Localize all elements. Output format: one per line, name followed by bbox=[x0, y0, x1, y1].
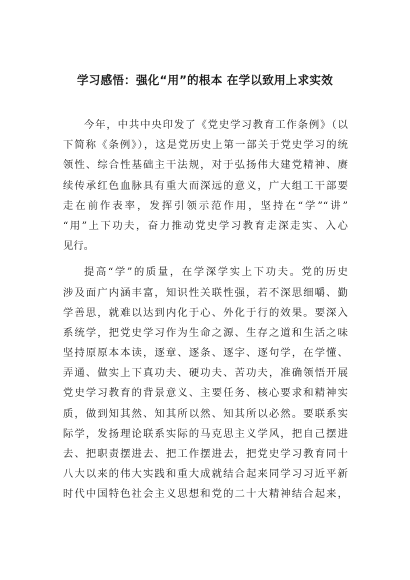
paragraph-2-line-9: 际学，发扬理论联系实际的马克思主义学风，把自己摆进 bbox=[63, 428, 348, 440]
paragraph-2-line-8: 质，做到知其然、知其所以然、知其所以必然。要联系实 bbox=[63, 408, 348, 420]
paragraph-2-line-12: 时代中国特色社会主义思想和党的二十大精神结合起来， bbox=[63, 489, 348, 501]
paragraph-2-line-4: 系统学，把党史学习作为生命之源、生存之道和生活之味 bbox=[63, 327, 348, 339]
paragraph-1-line-2: 下简称《条例》），这是党历史上第一部关于党史学习的统 bbox=[63, 140, 348, 152]
paragraph-2-line-6: 弄通、做实上下真功夫、硬功夫、苦功夫，准确领悟开展 bbox=[63, 368, 348, 380]
paragraph-1-line-3: 领性、综合性基础主干法规，对于弘扬伟大建党精神、赓 bbox=[63, 160, 348, 172]
paragraph-1-line-1: 今年，中共中央印发了《党史学习教育工作条例》（以 bbox=[84, 120, 348, 131]
paragraph-1-line-4: 续传承红色血脉具有重大而深远的意义，广大组工干部要 bbox=[63, 180, 348, 192]
paragraph-1-line-6: “用”上下功夫，奋力推动党史学习教育走深走实、入心 bbox=[63, 220, 348, 232]
paragraph-2-line-11: 八大以来的伟大实践和重大成就结合起来同学习习近平新 bbox=[63, 469, 348, 481]
paragraph-2-line-7: 党史学习教育的背景意义、主要任务、核心要求和精神实 bbox=[63, 388, 348, 400]
paragraph-2-line-3: 学善思，就难以达到内化于心、外化于行的效果。要深入 bbox=[63, 307, 348, 319]
paragraph-2-line-2: 涉及面广内涵丰富，知识性关联性强，若不深思细嚼、勤 bbox=[63, 287, 348, 299]
paragraph-1-line-5: 走在前作表率，发挥引领示范作用，坚持在“学”“讲” bbox=[63, 200, 348, 212]
paragraph-2-line-10: 去、把职责摆进去、把工作摆进去，把党史学习教育同十 bbox=[63, 449, 348, 460]
document-title: 学习感悟：强化“用”的根本 在学以致用上求实效 bbox=[76, 73, 334, 87]
paragraph-2-line-5: 坚持原原本本读，逐章、逐条、逐字、逐句学，在学懂、 bbox=[63, 348, 348, 360]
paragraph-1-line-7: 见行。 bbox=[63, 241, 95, 253]
document-body bbox=[63, 116, 348, 506]
paragraph-2-line-1: 提高“学”的质量，在学深学实上下功夫。党的历史 bbox=[84, 267, 348, 279]
